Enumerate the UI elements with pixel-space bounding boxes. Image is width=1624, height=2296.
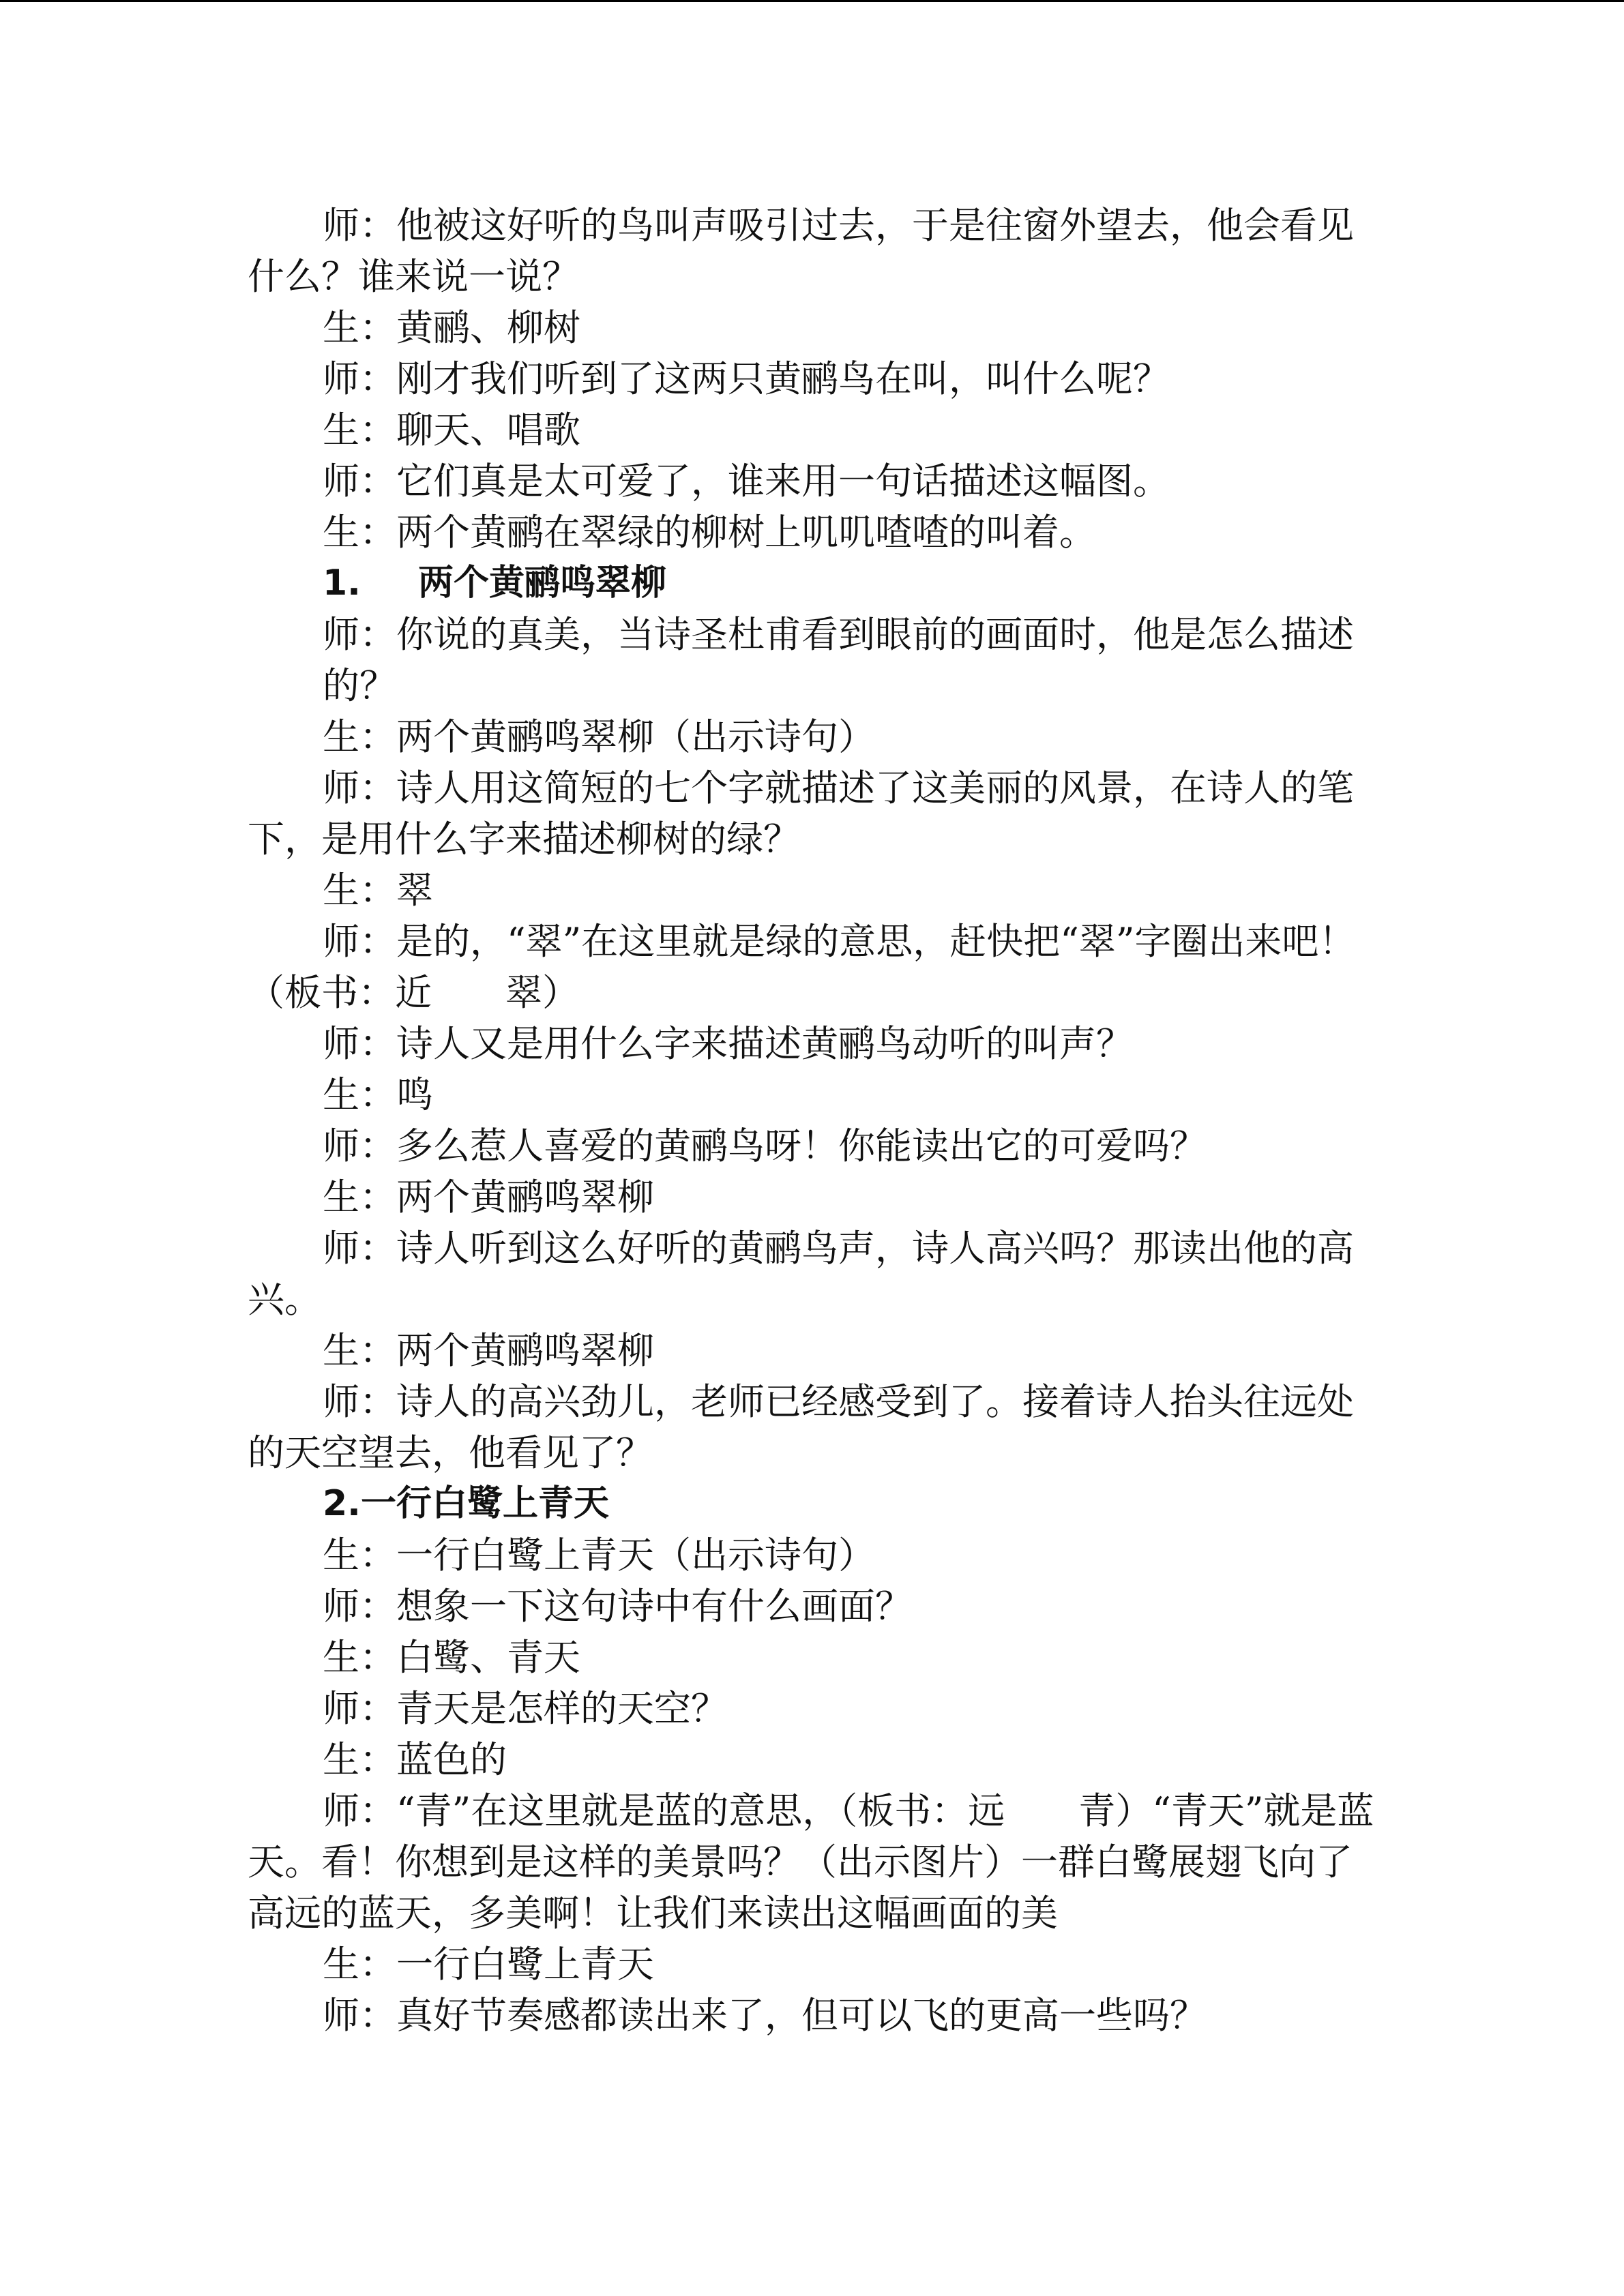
dialogue-line: 师：你说的真美，当诗圣杜甫看到眼前的画面时，他是怎么描述的？ <box>323 613 1354 707</box>
section-heading-2 <box>248 1478 1380 1530</box>
section-title: 一行白鹭上青天 <box>360 1483 609 1524</box>
section-title: 两个黄鹂鸣翠柳 <box>418 563 667 603</box>
section-number: 2. <box>323 1483 361 1524</box>
dialogue-line: 师：它们真是太可爱了，谁来用一句话描述这幅图。 <box>323 460 1170 503</box>
dialogue-line: 生：两个黄鹂在翠绿的柳树上叽叽喳喳的叫着。 <box>323 511 1096 554</box>
dialogue-line: 师：真好节奏感都读出来了，但可以飞的更高一些吗？ <box>323 1994 1207 2037</box>
dialogue-line: 生：蓝色的 <box>323 1738 507 1781</box>
dialogue-line: 生：一行白鹭上青天（出示诗句） <box>323 1534 875 1577</box>
dialogue-line: 生：一行白鹭上青天 <box>323 1943 654 1986</box>
section-heading-1 <box>248 558 1380 609</box>
dialogue-line: 师：诗人又是用什么字来描述黄鹂鸟动听的叫声？ <box>323 1022 1133 1065</box>
dialogue-line: 生：聊天、唱歌 <box>323 408 580 451</box>
dialogue-line: 生：白鹭、青天 <box>323 1636 580 1679</box>
dialogue-line: 师：诗人的高兴劲儿，老师已经感受到了。接着诗人抬头往远处的天空望去，他看见了？ <box>248 1380 1354 1474</box>
dialogue-line: 师：他被这好听的鸟叫声吸引过去，于是往窗外望去，他会看见什么？谁来说一说？ <box>248 204 1354 298</box>
dialogue-line: 师：多么惹人喜爱的黄鹂鸟呀！你能读出它的可爱吗？ <box>323 1124 1207 1167</box>
dialogue-line: 师：“青”在这里就是蓝的意思，（板书：远 青）“青天”就是蓝天。看！你想到是这样的美景吗？（出示图片）一群白鹭展翅飞向了高远的蓝天，多美啊！让我们来读出这幅画面的美 <box>248 1789 1374 1935</box>
dialogue-line: 师：青天是怎样的天空？ <box>323 1687 728 1730</box>
dialogue-line: 生：翠 <box>323 869 433 912</box>
dialogue-line: 生：两个黄鹂鸣翠柳（出示诗句） <box>323 715 875 758</box>
dialogue-line: 生：鸣 <box>323 1073 433 1116</box>
dialogue-line: 生：两个黄鹂鸣翠柳 <box>323 1329 654 1372</box>
dialogue-line: 师：刚才我们听到了这两只黄鹂鸟在叫，叫什么呢？ <box>323 357 1170 400</box>
dialogue-line: 师：诗人听到这么好听的黄鹂鸟声，诗人高兴吗？那读出他的高兴。 <box>248 1227 1354 1321</box>
lesson-transcript <box>248 200 1380 2041</box>
dialogue-line: 师：诗人用这简短的七个字就描述了这美丽的风景，在诗人的笔下，是用什么字来描述柳树的绿？ <box>248 766 1354 861</box>
dialogue-line: 师：想象一下这句诗中有什么画面？ <box>323 1585 912 1628</box>
dialogue-line: 生：两个黄鹂鸣翠柳 <box>323 1176 654 1219</box>
section-number: 1. <box>323 563 361 603</box>
dialogue-line: 师：是的，“翠”在这里就是绿的意思，赶快把“翠”字圈出来吧！（板书：近 翠） <box>248 920 1356 1014</box>
dialogue-line: 生：黄鹂、柳树 <box>323 306 580 349</box>
